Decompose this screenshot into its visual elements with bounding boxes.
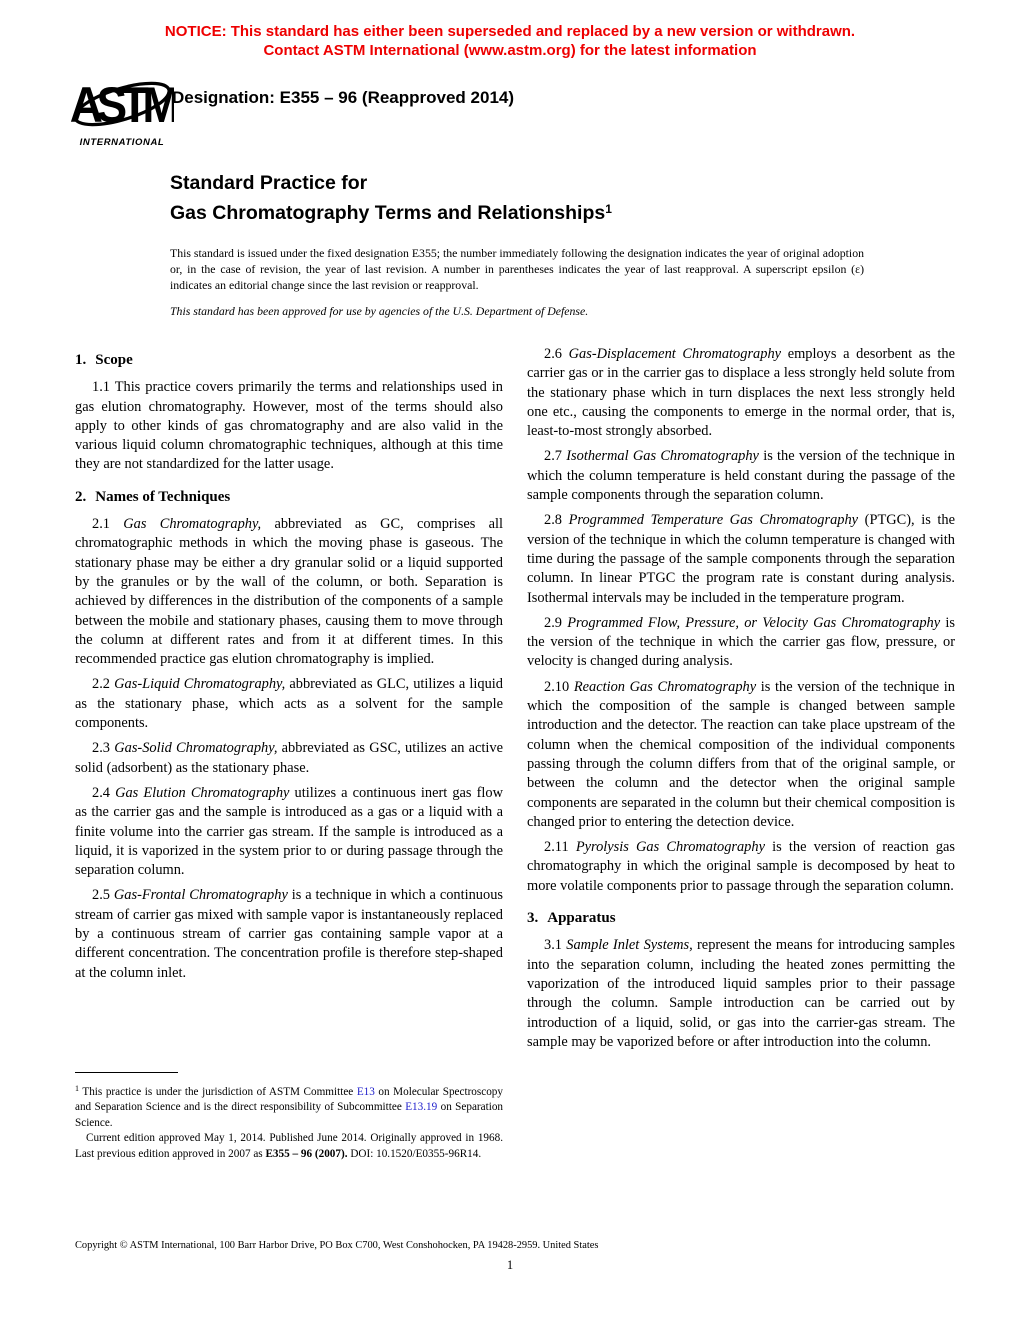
defined-term: Programmed Flow, Pressure, or Velocity Gas Chromatography [567,614,941,631]
title-text: Gas Chromatography Terms and Relationships [170,202,606,224]
clause-text: utilizes a continuous inert gas flow as the carrier gas and the sample is introduced as a gas or a liquid with a finite volume into the carrier gas stream. If the sample is introduced as a liquid, it is vaporized in the system prior to or during passage through the separation column. [75,784,503,879]
clause-number: 2.1 [92,516,110,533]
defined-term: Pyrolysis Gas Chromatography [575,839,765,856]
clause-text: is the version of reaction gas chromatography in which the original sample is decomposed by heat to more volatile components prior to passage through the separation column. [527,839,955,894]
clause-text: (PTGC), is the version of the technique in which the column temperature is changed with time during the passage of the sample components through the separation column. In linear PTGC the program rate is constant during analysis. Isothermal intervals may be included in the temperature program. [527,512,955,606]
paragraph-1-1 [75,378,503,474]
clause-number: 2.3 [92,740,110,757]
designation-line: Designation: E355 – 96 (Reapproved 2014) [172,88,515,107]
supersession-notice [0,22,1020,60]
copyright-line: Copyright © ASTM International, 100 Barr Harbor Drive, PO Box C700, West Conshohocken, PA 19428-2959. United States [75,1240,599,1251]
defined-term: Gas Elution Chromatography [115,784,290,801]
astm-globe-icon [70,66,174,138]
edition-doi: DOI: 10.1520/E0355-96R14. [347,1147,482,1160]
title-footnote-marker: 1 [605,202,612,216]
clause-text: is a technique in which a continuous stream of carrier gas mixed with sample vapor is instantaneously replaced by a continuous stream of carrier gas containing sample vapor at a different concentration. The concentration profile is therefore step-shaped at the column inlet. [75,887,503,981]
page-number: 1 [506,1258,514,1272]
clause-text: is the version of the technique in which the column temperature is held constant during the passage of the sample components through the separation column. [527,448,955,504]
dod-approval-note: This standard has been approved for use by agencies of the U.S. Department of Defense. [170,304,589,318]
notice-line-1: NOTICE: This standard has either been superseded and replaced by a new version or withdrawn. [164,23,856,40]
edition-text: Current edition approved May 1, 2014. Published June 2014. Originally approved in 1968. Last previous edition approved in 2007 as [75,1132,503,1160]
document-title [170,170,612,226]
heading-label: Names of Techniques [95,488,231,505]
clause-text: abbreviated as GLC, utilizes a liquid as the stationary phase, which acts as a solvent for the sample components. [75,676,503,732]
clause-text: abbreviated as GSC, utilizes an active solid (adsorbent) as the stationary phase. [75,740,503,776]
paragraph-2-4 [75,784,503,880]
clause-number: 3.1 [544,937,562,954]
clause-number: 2.9 [544,614,562,631]
defined-term: Gas-Frontal Chromatography [113,887,288,904]
paragraph-3-1 [527,936,955,1052]
paragraph-2-6 [527,345,955,441]
paragraph-2-7 [527,447,955,505]
defined-term: Isothermal Gas Chromatography [566,448,759,465]
paragraph-2-3 [75,739,503,778]
footnote-block [75,1072,503,1162]
section-heading-scope [75,351,503,370]
clause-number: 2.8 [544,512,562,529]
clause-text: is the version of the technique in which the carrier gas flow, pressure, or velocity is changed during analysis. [527,614,955,670]
footnote-text: on Separation Science. [75,1101,504,1129]
clause-number: 2.7 [544,448,562,465]
defined-term: Gas-Solid Chromatography, [114,740,278,757]
defined-term: Gas-Displacement Chromatography [568,346,782,362]
clause-number: 2.4 [92,784,110,801]
left-column [75,345,503,1067]
paragraph-2-5 [75,886,503,982]
clause-text: abbreviated as GC, comprises all chromatographic methods in which the moving phase is gaseous. The stationary phase may be either a dry granular solid or a liquid supported by the granules or by the wall of the column, or both. Separation is achieved by differences in the distribution of the components of a sample between the mobile and stationary phases, causing them to move through the column at different rates and from it at different times. In this recommended practice gas elution chromatography is implied. [75,516,503,668]
title-line-2 [170,196,612,226]
edition-designation: E355 – 96 (2007). [265,1147,348,1160]
paragraph-2-10 [527,678,955,832]
heading-number: 3. [527,910,539,927]
clause-number: 2.6 [544,346,562,362]
clause-text: employs a desorbent as the carrier gas or in the carrier gas to displace a less strongly held solute from the stationary phase which in turn displaces the next less strongly held one etc., causing the components to emerge in the normal order, that is, least-to-most strongly absorbed. [527,346,955,440]
defined-term: Reaction Gas Chromatography [573,678,757,695]
notice-line-2: Contact ASTM International (www.astm.org) for the latest information [263,42,757,59]
clause-number: 2.2 [92,676,110,693]
section-heading-techniques [75,488,503,507]
heading-label: Apparatus [547,910,616,927]
paragraph-2-11 [527,838,955,896]
defined-term: Gas-Liquid Chromatography, [114,676,286,693]
astm-logo [70,66,174,148]
paragraph-2-8 [527,511,955,607]
section-heading-apparatus [527,909,955,928]
defined-term: Gas Chromatography, [123,516,262,533]
clause-number: 2.11 [544,839,569,856]
astm-logo-letters: ASTM [70,78,174,134]
footnote-rule [75,1072,178,1073]
paragraph-2-1 [75,515,503,669]
issuance-statement: This standard is issued under the fixed designation E355; the number immediately following the designation indicates the year of original adoption or, in the case of revision, the year of last revision. A number in parentheses indicates the year of last reapproval. A superscript epsilon (ε) indicates an editorial change since the last revision or reapproval. [170,246,864,292]
defined-term: Sample Inlet Systems, [566,937,693,954]
clause-text: This practice covers primarily the terms and relationships used in gas elution chromatography. However, most of the terms should also apply to other kinds of gas chromatography and are also valid in the various liquid column chromatographic techniques, although at this time they are not standardized for the latter usage. [75,379,503,473]
paragraph-2-2 [75,675,503,733]
heading-number: 1. [75,352,87,368]
footnote-edition [75,1131,503,1162]
astm-logo-subtitle: INTERNATIONAL [79,137,165,148]
heading-label: Scope [95,352,133,368]
right-column [527,345,955,1058]
committee-e13-link[interactable]: E13 [356,1086,375,1098]
footnote-text: on Molecular Spectroscopy and Separation Science and is the direct responsibility of Subcommittee [75,1086,503,1114]
footnote-text: This practice is under the jurisdiction of ASTM Committee [79,1086,357,1098]
heading-number: 2. [75,488,87,505]
defined-term: Programmed Temperature Gas Chromatography [568,512,859,529]
clause-text: is the version of the technique in which the composition of the sample is changed between sample introduction and the detector. The reaction can take place upstream of the column when the chemical composition of the individual components passing through the column differs from that of the original sample, or between the column and the detector when the original sample components are separated in the column but their chemical composition is changed prior to entering the detection device. [527,678,955,830]
clause-number: 1.1 [92,379,110,396]
paragraph-2-9 [527,614,955,672]
clause-text: represent the means for introducing samples into the separation column, including the heated zones permitting the vaporization of the introduced liquid samples prior to their passage through the column. Sample introduction can be carried out by introduction of a liquid, solid, or gas into the carrier-gas stream. The sample may be vaporized before or after introduction into the column. [527,937,955,1050]
footnote-marker: 1 [75,1084,79,1093]
clause-number: 2.10 [544,678,570,695]
footnote-1 [75,1081,503,1131]
subcommittee-e13-19-link[interactable]: E13.19 [405,1101,438,1114]
clause-number: 2.5 [92,887,110,904]
title-line-1: Standard Practice for [170,172,368,194]
